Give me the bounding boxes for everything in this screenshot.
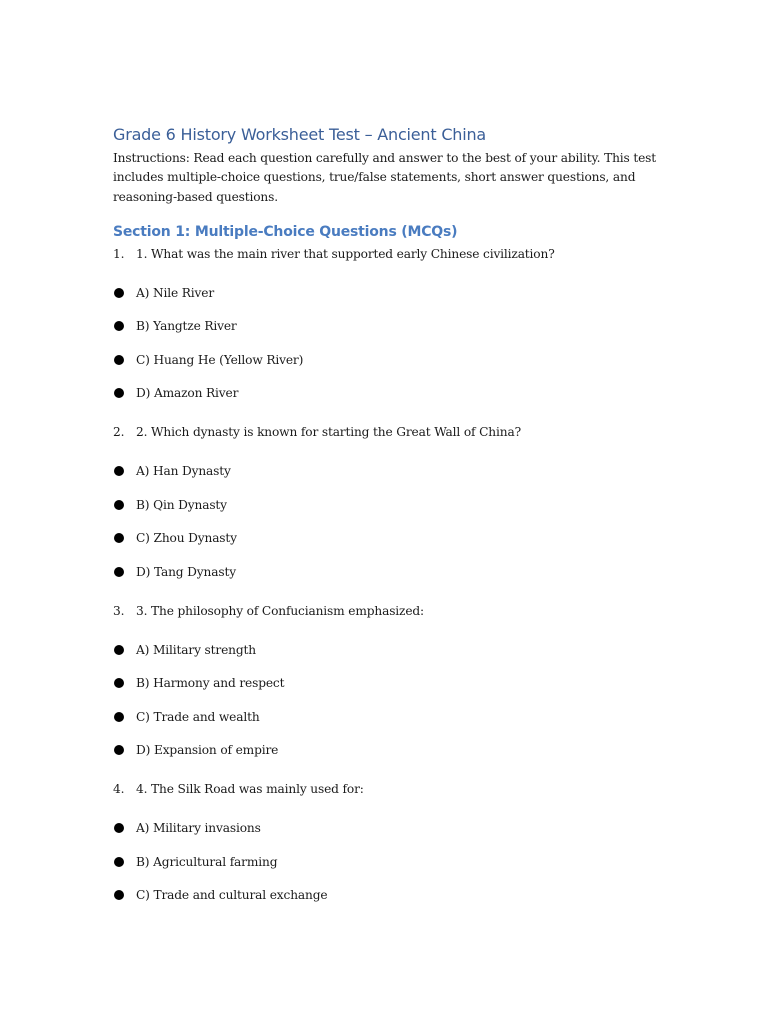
section-1-title: Section 1: Multiple-Choice Questions (MCQs) [113,223,458,240]
question-text: 1. What was the main river that supported early Chinese civilization? [136,246,555,261]
option-item [113,317,658,335]
bullet-icon [113,351,136,369]
option-text: D) Expansion of empire [136,743,279,758]
instructions-text: Instructions: Read each question carefully and answer to the best of your ability. This test includes multiple-choice questions, true/false statements, short answer questions, and reasoning-based questions. [113,151,657,204]
question-text: 3. The philosophy of Confucianism emphasized: [136,603,424,618]
question-block [113,245,658,403]
option-text: A) Military strength [136,642,256,657]
option-item [113,853,658,871]
option-text: A) Han Dynasty [136,464,231,479]
question-number: 1. [113,246,125,261]
bullet-icon [113,462,136,480]
page-title: Grade 6 History Worksheet Test – Ancient China [113,125,487,144]
question-1 [113,245,658,263]
option-item [113,674,658,692]
document-content [113,124,658,904]
options-list [113,641,658,760]
option-item [113,496,658,514]
question-number: 3. [113,603,125,618]
bullet-icon [113,853,136,871]
option-text: C) Trade and wealth [136,709,260,724]
bullet-icon [113,819,136,837]
option-text: C) Trade and cultural exchange [136,888,328,903]
question-block [113,780,658,904]
bullet-icon [113,563,136,581]
option-text: A) Nile River [136,285,215,300]
question-block [113,602,658,760]
option-text: D) Amazon River [136,386,239,401]
options-list [113,284,658,403]
bullet-icon [113,741,136,759]
option-text: B) Harmony and respect [136,676,285,691]
option-item [113,641,658,659]
option-item [113,563,658,581]
bullet-icon [113,529,136,547]
question-4 [113,780,658,798]
bullet-icon [113,886,136,904]
bullet-icon [113,317,136,335]
option-item [113,462,658,480]
option-text: C) Huang He (Yellow River) [136,352,304,367]
option-text: B) Qin Dynasty [136,497,227,512]
option-item [113,384,658,402]
options-list [113,819,658,904]
option-text: B) Yangtze River [136,319,237,334]
option-item [113,708,658,726]
question-number: 2. [113,425,125,440]
question-text: 2. Which dynasty is known for starting the Great Wall of China? [136,425,521,440]
option-text: C) Zhou Dynasty [136,531,237,546]
question-number: 4. [113,782,125,797]
option-item [113,819,658,837]
option-item [113,741,658,759]
bullet-icon [113,284,136,302]
bullet-icon [113,641,136,659]
option-text: B) Agricultural farming [136,854,278,869]
option-item [113,284,658,302]
bullet-icon [113,496,136,514]
question-block [113,423,658,581]
options-list [113,462,658,581]
bullet-icon [113,674,136,692]
question-text: 4. The Silk Road was mainly used for: [136,782,364,797]
option-text: D) Tang Dynasty [136,564,236,579]
bullet-icon [113,384,136,402]
option-item [113,886,658,904]
question-2 [113,423,658,441]
option-item [113,529,658,547]
option-text: A) Military invasions [136,821,261,836]
bullet-icon [113,708,136,726]
question-3 [113,602,658,620]
option-item [113,351,658,369]
